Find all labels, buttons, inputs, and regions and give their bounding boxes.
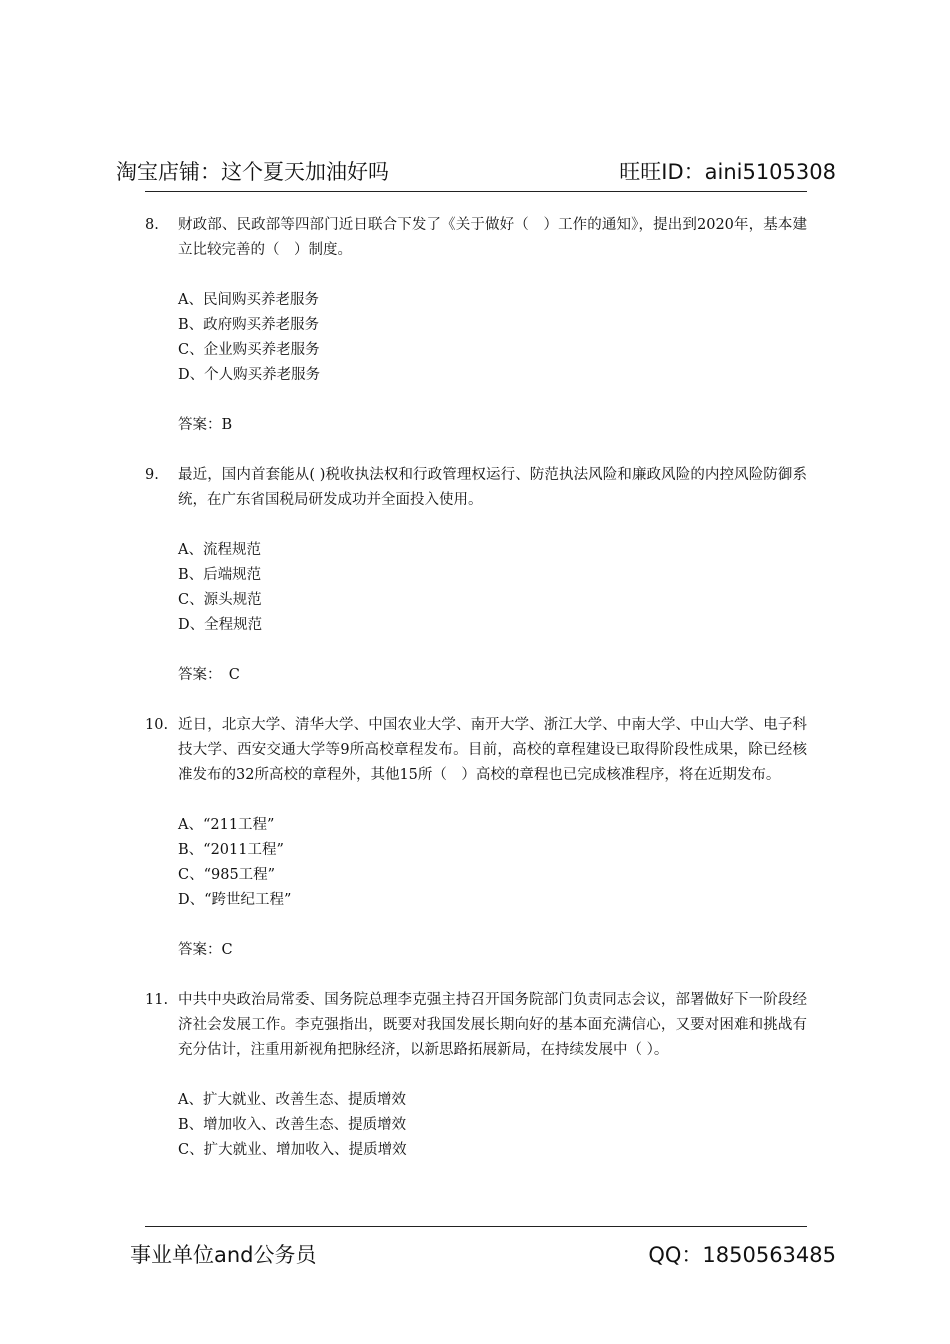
option-b: B、增加收入、改善生态、提质增效	[178, 1117, 407, 1133]
option-list	[178, 538, 807, 638]
footer-label: 事业单位and公务员	[130, 1243, 317, 1267]
question-number: 9.	[145, 467, 159, 483]
option-list	[178, 288, 807, 388]
question-number: 11.	[145, 992, 169, 1008]
option-d: D、全程规范	[178, 617, 263, 633]
question-number: 10.	[145, 717, 169, 733]
question-9	[145, 463, 807, 688]
question-list	[145, 213, 807, 1188]
option-a: A、“211工程”	[178, 817, 275, 833]
footer-rule	[145, 1226, 807, 1227]
question-11	[145, 988, 807, 1163]
option-c: C、企业购买养老服务	[178, 342, 320, 358]
option-a: A、扩大就业、改善生态、提质增效	[178, 1092, 406, 1108]
footer-qq: QQ：1850563485	[648, 1243, 836, 1267]
option-list	[178, 813, 807, 913]
option-c: C、扩大就业、增加收入、提质增效	[178, 1142, 407, 1158]
option-list	[178, 1088, 807, 1163]
page-header	[116, 156, 836, 186]
question-stem: 近日，北京大学、清华大学、中国农业大学、南开大学、浙江大学、中南大学、中山大学、电子科技大学、西安交通大学等9所高校章程发布。目前，高校的章程建设已取得阶段性成果，除已经核准发布的32所高校的章程外，其他15所（ ）高校的章程也已完成核准程序，将在近期发布。	[178, 717, 807, 783]
answer: 答案：C	[178, 942, 233, 958]
question-number: 8.	[145, 217, 159, 233]
question-stem: 中共中央政治局常委、国务院总理李克强主持召开国务院部门负责同志会议，部署做好下一阶段经济社会发展工作。李克强指出，既要对我国发展长期向好的基本面充满信心，又要对困难和挑战有充分估计，注重用新视角把脉经济，以新思路拓展新局，在持续发展中（ ）。	[178, 992, 807, 1058]
question-10	[145, 713, 807, 963]
header-shop-name: 淘宝店铺：这个夏天加油好吗	[116, 160, 389, 184]
option-a: A、流程规范	[178, 542, 261, 558]
answer: 答案： C	[178, 667, 240, 683]
question-8	[145, 213, 807, 438]
option-b: B、政府购买养老服务	[178, 317, 320, 333]
option-b: B、“2011工程”	[178, 842, 284, 858]
header-wangwang-id: 旺旺ID：aini5105308	[619, 160, 836, 184]
option-b: B、后端规范	[178, 567, 262, 583]
option-a: A、民间购买养老服务	[178, 292, 319, 308]
option-d: D、个人购买养老服务	[178, 367, 321, 383]
option-c: C、源头规范	[178, 592, 262, 608]
answer: 答案：B	[178, 417, 233, 433]
question-stem: 财政部、民政部等四部门近日联合下发了《关于做好（ ）工作的通知》，提出到2020年，基本建立比较完善的（ ）制度。	[178, 217, 807, 258]
header-rule	[145, 191, 807, 192]
option-c: C、“985工程”	[178, 867, 276, 883]
page-footer	[130, 1239, 836, 1269]
option-d: D、“跨世纪工程”	[178, 892, 292, 908]
question-stem: 最近，国内首套能从( )税收执法权和行政管理权运行、防范执法风险和廉政风险的内控风险防御系统，在广东省国税局研发成功并全面投入使用。	[178, 467, 807, 508]
